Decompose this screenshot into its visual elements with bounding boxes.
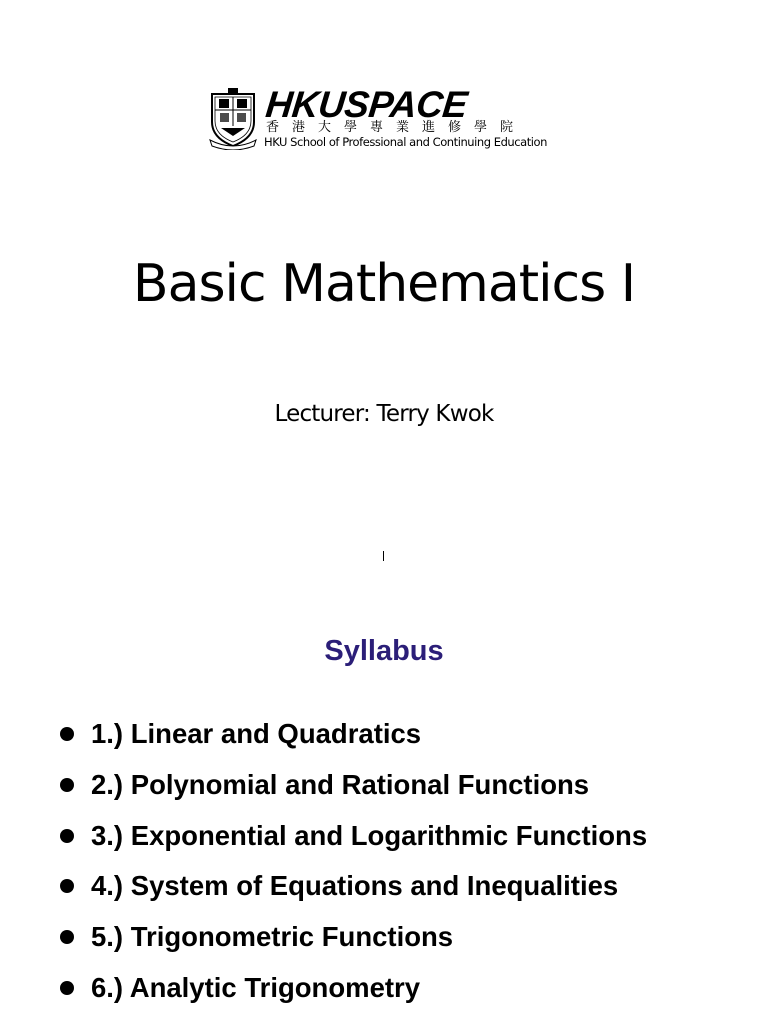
bullet-icon	[60, 727, 74, 741]
logo-wordmark: HKUSPACE	[263, 84, 470, 125]
university-crest-icon	[208, 88, 258, 150]
lecturer-name: Lecturer: Terry Kwok	[274, 401, 494, 427]
bullet-icon	[60, 930, 74, 944]
syllabus-item-text: 5.) Trigonometric Functions	[91, 921, 454, 953]
page-title: Basic Mathematics I	[132, 254, 636, 314]
syllabus-heading: Syllabus	[324, 635, 444, 667]
bullet-icon	[60, 981, 74, 995]
syllabus-item-text: 2.) Polynomial and Rational Functions	[91, 768, 590, 800]
syllabus-item-text: 1.) Linear and Quadratics	[91, 718, 422, 749]
logo-chinese-name: 香港大學專業進修學院	[266, 120, 527, 135]
syllabus-item-text: 3.) Exponential and Logarithmic Functions	[91, 819, 648, 851]
hkuspace-logo	[206, 86, 562, 154]
syllabus-item-text: 6.) Analytic Trigonometry	[91, 971, 421, 1003]
bullet-icon	[60, 778, 74, 792]
syllabus-item-text: 4.) System of Equations and Inequalities	[91, 870, 619, 902]
bullet-icon	[60, 829, 74, 843]
logo-english-name: HKU School of Professional and Continuing Education	[264, 135, 547, 149]
page-marker	[383, 551, 384, 561]
bullet-icon	[60, 879, 74, 893]
